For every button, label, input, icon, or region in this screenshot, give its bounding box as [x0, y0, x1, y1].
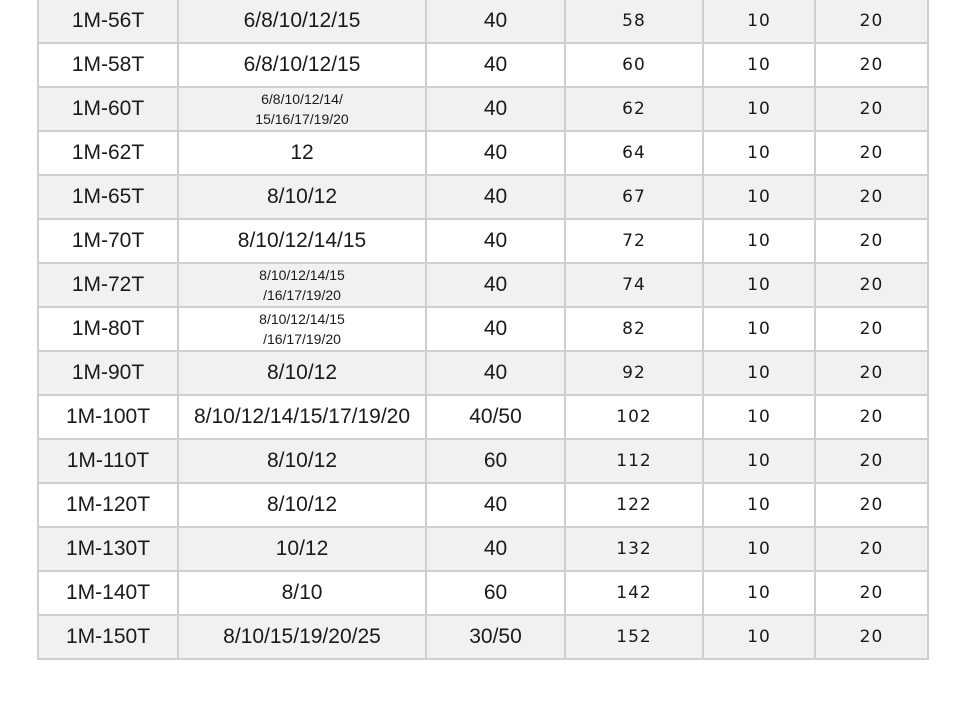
width-cell: 40: [426, 0, 565, 43]
hub-width-cell: 10: [703, 131, 815, 175]
bore-cell: [178, 0, 426, 43]
hub-width-cell: 10: [703, 527, 815, 571]
hub-diameter-cell: 20: [815, 263, 928, 307]
bore-cell: [178, 615, 426, 659]
outer-diameter-cell: 92: [565, 351, 703, 395]
gear-spec-table: [37, 0, 929, 660]
hub-diameter-cell: 20: [815, 615, 928, 659]
outer-diameter-cell: 82: [565, 307, 703, 351]
outer-diameter-cell: 72: [565, 219, 703, 263]
model-cell: 1M-140T: [38, 571, 178, 615]
bore-cell: [178, 483, 426, 527]
bore-cell: [178, 307, 426, 351]
width-cell: 40: [426, 131, 565, 175]
table-row: [38, 219, 928, 263]
bore-cell: [178, 439, 426, 483]
hub-diameter-cell: 20: [815, 131, 928, 175]
outer-diameter-cell: 74: [565, 263, 703, 307]
table-row: [38, 175, 928, 219]
model-cell: 1M-60T: [38, 87, 178, 131]
width-cell: 40: [426, 527, 565, 571]
table-row: [38, 87, 928, 131]
bore-cell: [178, 263, 426, 307]
outer-diameter-cell: 67: [565, 175, 703, 219]
hub-diameter-cell: 20: [815, 395, 928, 439]
table-row: [38, 527, 928, 571]
hub-width-cell: 10: [703, 43, 815, 87]
bore-cell: [178, 131, 426, 175]
hub-width-cell: 10: [703, 483, 815, 527]
table-row: [38, 351, 928, 395]
bore-cell: [178, 219, 426, 263]
table-row: [38, 131, 928, 175]
outer-diameter-cell: 60: [565, 43, 703, 87]
width-cell: 40: [426, 87, 565, 131]
bore-line: 6/8/10/12/15: [243, 53, 361, 76]
width-cell: 40: [426, 483, 565, 527]
bore-line: 8/10/12: [266, 449, 338, 472]
hub-width-cell: 10: [703, 571, 815, 615]
hub-width-cell: 10: [703, 395, 815, 439]
outer-diameter-cell: 102: [565, 395, 703, 439]
outer-diameter-cell: 142: [565, 571, 703, 615]
bore-line: 15/16/17/19/20: [255, 111, 349, 127]
table-body: [38, 0, 928, 659]
bore-line: 8/10/12/14/15: [259, 311, 345, 327]
hub-diameter-cell: 20: [815, 571, 928, 615]
width-cell: 60: [426, 439, 565, 483]
outer-diameter-cell: 152: [565, 615, 703, 659]
bore-line: 10/12: [275, 537, 329, 560]
model-cell: 1M-65T: [38, 175, 178, 219]
bore-cell: [178, 571, 426, 615]
model-cell: 1M-110T: [38, 439, 178, 483]
width-cell: 40: [426, 43, 565, 87]
bore-line: 8/10/12/14/15: [237, 229, 367, 252]
model-cell: 1M-62T: [38, 131, 178, 175]
hub-diameter-cell: 20: [815, 43, 928, 87]
hub-width-cell: 10: [703, 307, 815, 351]
table-row: [38, 263, 928, 307]
bore-line: 12: [290, 141, 314, 164]
bore-line: 8/10: [281, 581, 323, 604]
hub-width-cell: 10: [703, 175, 815, 219]
model-cell: 1M-90T: [38, 351, 178, 395]
hub-width-cell: 10: [703, 439, 815, 483]
table-row: [38, 307, 928, 351]
hub-diameter-cell: 20: [815, 439, 928, 483]
width-cell: 40: [426, 351, 565, 395]
bore-line: 8/10/12: [266, 185, 338, 208]
hub-diameter-cell: 20: [815, 175, 928, 219]
width-cell: 40: [426, 263, 565, 307]
bore-line: 6/8/10/12/15: [243, 9, 361, 32]
bore-line: 6/8/10/12/14/: [261, 91, 343, 107]
width-cell: 40: [426, 307, 565, 351]
hub-width-cell: 10: [703, 0, 815, 43]
table-row: [38, 615, 928, 659]
bore-cell: [178, 351, 426, 395]
table-row: [38, 483, 928, 527]
model-cell: 1M-58T: [38, 43, 178, 87]
hub-width-cell: 10: [703, 87, 815, 131]
model-cell: 1M-150T: [38, 615, 178, 659]
hub-width-cell: 10: [703, 219, 815, 263]
hub-diameter-cell: 20: [815, 351, 928, 395]
hub-width-cell: 10: [703, 351, 815, 395]
bore-line: 8/10/12/14/15: [259, 267, 345, 283]
model-cell: 1M-80T: [38, 307, 178, 351]
table-row: [38, 0, 928, 43]
model-cell: 1M-100T: [38, 395, 178, 439]
hub-diameter-cell: 20: [815, 87, 928, 131]
hub-diameter-cell: 20: [815, 307, 928, 351]
table-row: [38, 571, 928, 615]
width-cell: 40/50: [426, 395, 565, 439]
hub-diameter-cell: 20: [815, 0, 928, 43]
outer-diameter-cell: 132: [565, 527, 703, 571]
model-cell: 1M-70T: [38, 219, 178, 263]
bore-cell: [178, 43, 426, 87]
bore-cell: [178, 527, 426, 571]
bore-line: 8/10/15/19/20/25: [223, 625, 381, 648]
hub-width-cell: 10: [703, 263, 815, 307]
bore-cell: [178, 395, 426, 439]
outer-diameter-cell: 58: [565, 0, 703, 43]
hub-diameter-cell: 20: [815, 219, 928, 263]
hub-diameter-cell: 20: [815, 527, 928, 571]
bore-cell: [178, 87, 426, 131]
outer-diameter-cell: 112: [565, 439, 703, 483]
bore-line: 8/10/12: [266, 493, 338, 516]
table-row: [38, 43, 928, 87]
width-cell: 40: [426, 219, 565, 263]
width-cell: 30/50: [426, 615, 565, 659]
outer-diameter-cell: 62: [565, 87, 703, 131]
outer-diameter-cell: 122: [565, 483, 703, 527]
model-cell: 1M-120T: [38, 483, 178, 527]
model-cell: 1M-130T: [38, 527, 178, 571]
hub-diameter-cell: 20: [815, 483, 928, 527]
outer-diameter-cell: 64: [565, 131, 703, 175]
width-cell: 40: [426, 175, 565, 219]
bore-line: 8/10/12/14/15/17/19/20: [193, 405, 411, 428]
bore-line: /16/17/19/20: [263, 287, 341, 303]
hub-width-cell: 10: [703, 615, 815, 659]
bore-line: 8/10/12: [266, 361, 338, 384]
width-cell: 60: [426, 571, 565, 615]
bore-line: /16/17/19/20: [263, 331, 341, 347]
model-cell: 1M-72T: [38, 263, 178, 307]
table-row: [38, 439, 928, 483]
model-cell: 1M-56T: [38, 0, 178, 43]
bore-cell: [178, 175, 426, 219]
table-row: [38, 395, 928, 439]
